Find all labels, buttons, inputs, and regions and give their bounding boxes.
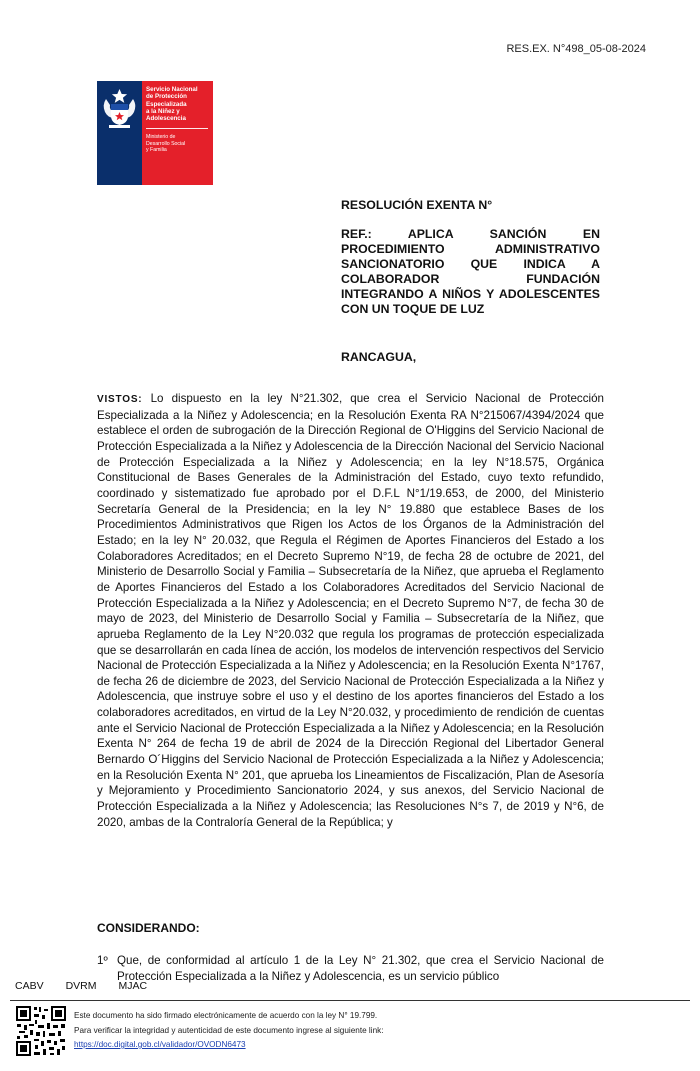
logo-org-name: Servicio Nacional de Protección Especializada a la Niñez y Adolescencia [146, 86, 198, 123]
chile-coat-of-arms-icon [97, 81, 142, 185]
logo-text-panel [142, 81, 213, 185]
vistos-label: VISTOS: [97, 394, 143, 405]
considerando-item-number: 1º [97, 954, 108, 967]
vistos-text: Lo dispuesto en la ley N°21.302, que crea el Servicio Nacional de Protección Especializada a la Niñez y Adolescencia; en la Resolución Exenta RA N°215067/4394/2024 que establece el orden de subrogación de la Dirección Regional de O'Higgins del Servicio Nacional de Protección Especializada a la Niñez y Adolescencia de la Dirección Nacional del Servicio Nacional de Protección Especializada a la Niñez y Adolescencia; en la ley N°18.575, Orgánica Constitucional de Bases Generales de la Administración del Estado, cuyo texto refundido, coordinado y sistematizado fue aprobado por el D.F.L N°1/19.653, de 2000, del Ministerio Secretaría General de la Presidencia; en la ley N° 19.880 que establece Bases de los Procedimientos Administrativos que Rigen los Actos de los Órganos de la Administración del Estado; en la ley N° 20.032, que Regula el Régimen de Aportes Financieros del Estado a los Colaboradores Acreditados; en el Decreto Supremo N°19, de fecha 28 de octubre de 2021, del Ministerio de Desarrollo Social y Familia – Subsecretaría de la Niñez, que aprueba el Reglamento de Aportes Financieros del Estado a los Colaboradores Acreditados del Servicio Nacional de Protección Especializada a la Niñez y Adolescencia; en el Decreto Supremo N°7, de fecha 30 de mayo de 2023, del Ministerio de Desarrollo Social y Familia – Subsecretaría de la Niñez, que aprueba Reglamento de la Ley N°20.032 que regula los programas de protección especializada que se desarrollarán en cada línea de acción, los modelos de intervención respectivos del Servicio Nacional de Protección Especializada a la Niñez y Adolescencia; en la Resolución Exenta N°1767, de fecha 26 de diciembre de 2023, del Servicio Nacional de Protección Especializada a la Niñez y Adolescencia, que instruye sobre el uso y el destino de los aportes financieros del Estado a los colaboradores acreditados, en virtud de la Ley N°20.032, y procedimiento de rendición de cuentas ante el Servicio Nacional de Protección Especializada a la Niñez y Adolescencia; en la Resolución Exenta N° 264 de fecha 19 de abril de 2024 de la Dirección Regional del Libertador General Bernardo O´Higgins del Servicio Nacional de Protección Especializada a la Niñez y Adolescencia; en la Resolución Exenta N° 201, que aprueba los Lineamientos de Fiscalización, Plan de Asesoría y Mejoramiento y Procedimiento Sancionatorio 2024, y sus anexos, del Servicio Nacional de Protección Especializada a la Niñez y Adolescencia; las Resoluciones N°s 7, de 2019 y N°6, de 2020, ambas de la Contraloría General de la República; y [97, 392, 604, 829]
verification-link[interactable]: https://doc.digital.gob.cl/validador/OVODN6473 [74, 1040, 246, 1049]
logo-divider [146, 128, 208, 129]
footer-verification [74, 1009, 384, 1053]
vistos-paragraph [97, 391, 604, 830]
author-initials [15, 980, 147, 992]
resolution-heading [341, 198, 600, 365]
resolution-title: RESOLUCIÓN EXENTA N° [341, 198, 493, 212]
document-reference-code: RES.EX. N°498_05-08-2024 [506, 43, 646, 55]
footer-verify-note: Para verificar la integridad y autenticidad de este documento ingrese al siguiente link: [74, 1025, 384, 1035]
resolution-place: RANCAGUA, [341, 350, 417, 364]
footer-signature-note: Este documento ha sido firmado electrónicamente de acuerdo con la ley N° 19.799. [74, 1011, 378, 1020]
institution-logo [97, 81, 213, 185]
initials-item: DVRM [65, 980, 97, 992]
considerando-item [97, 953, 604, 984]
initials-item: CABV [15, 980, 44, 992]
initials-item: MJAC [118, 980, 148, 992]
considerando-label: CONSIDERANDO: [97, 921, 200, 935]
resolution-reference: REF.: APLICA SANCIÓN EN PROCEDIMIENTO ADMINISTRATIVO SANCIONATORIO QUE INDICA A COLABORADOR FUNDACIÓN INTEGRANDO A NIÑOS Y ADOLESCENTES CON UN TOQUE DE LUZ [341, 227, 600, 316]
considerando-item-text: Que, de conformidad al artículo 1 de la Ley N° 21.302, que crea el Servicio Nacional de Protección Especializada a la Niñez y Adolescencia, es un servicio público [117, 954, 604, 983]
qr-code-icon [15, 1005, 67, 1057]
logo-ministry-name: Ministerio de Desarrollo Social y Familia [146, 134, 186, 153]
footer-divider [10, 1000, 690, 1001]
